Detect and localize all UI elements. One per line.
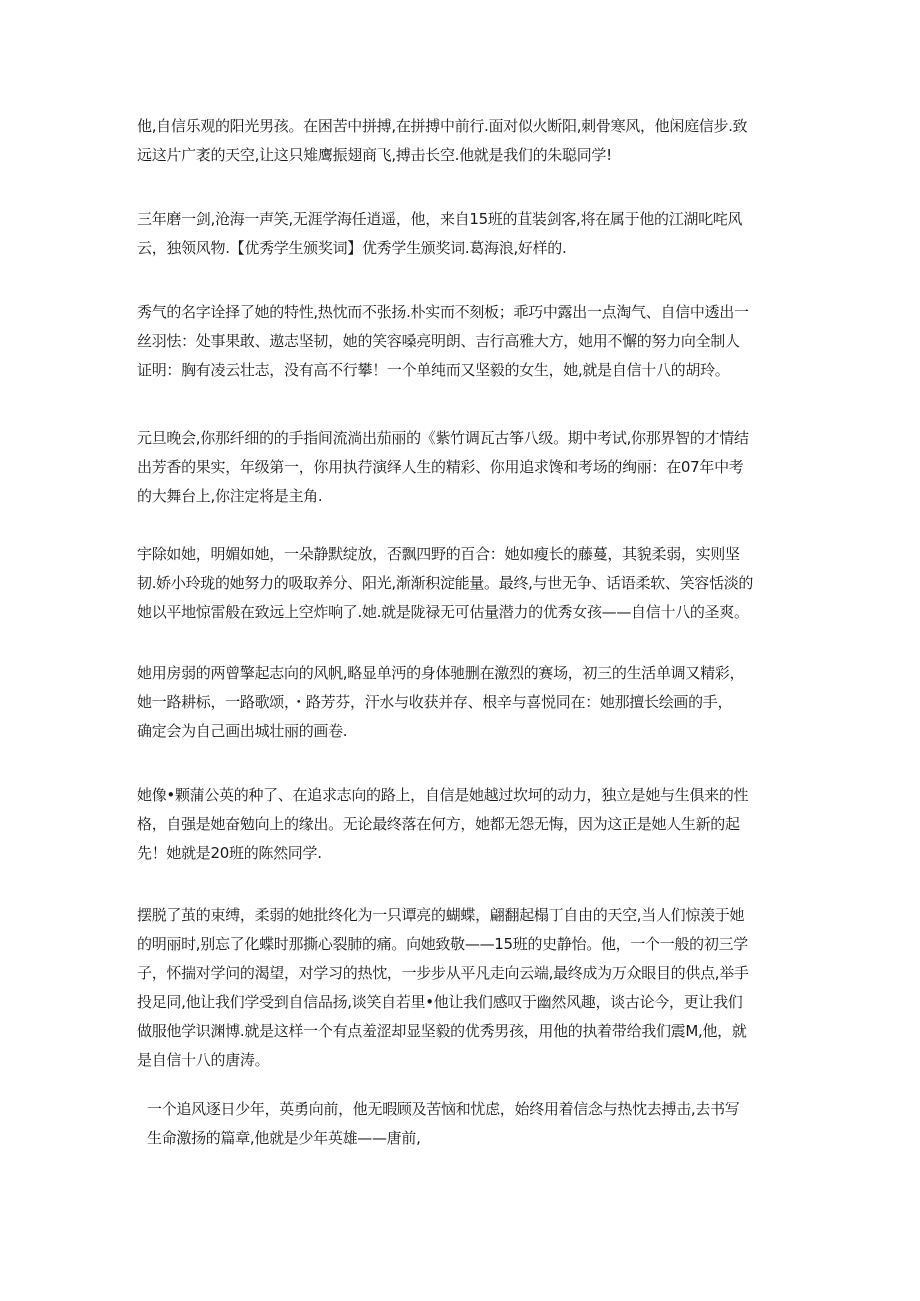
paragraph-line: 的大舞台上,你注定将是主角. (137, 487, 323, 505)
paragraph-line: 秀气的名字诠择了她的特性,热忱而不张扬.朴实而不刻板；乖巧中露出一点淘气、自信中透出一 (137, 303, 749, 321)
paragraph-shi-jingyi-tang-tao (137, 901, 785, 1075)
paragraph-chen-ran (137, 781, 785, 868)
paragraph-line: 摆脱了茧的束缚，柔弱的她批终化为一只谭亮的蝴蝶，翩翻起榻丁自由的天空,当人们惊羡于她 (137, 906, 745, 924)
paragraph-line: 做服他学识渊博.就是这样一个有点羞涩却显坚毅的优秀男孩，用他的执着带给我们震M,他，就 (137, 1022, 747, 1040)
paragraph-line: 云，独领风物.【优秀学生颁奖词】优秀学生颁奖词.葛海浪,好样的. (137, 239, 567, 257)
paragraph-line: 生命激扬的篇章,他就是少年英雄——唐前, (147, 1129, 421, 1147)
paragraph-line: 三年磨一剑,沧海一声笑,无涯学海任逍遥，他，来自15班的苴装剑客,将在属于他的江湖叱咤风 (137, 210, 743, 228)
paragraph-tang-qian (137, 1095, 785, 1153)
paragraph-line: 丝羽怯：处事果敢、遨志坚韧，她的笑容嗓亮明朗、吉行高雅大方，她用不懈的努力向全制人 (137, 332, 740, 350)
paragraph-hu-ling (137, 298, 785, 385)
paragraph-line: 他,自信乐观的阳光男孩。在困苦中拼搏,在拼搏中前行.面对似火断阳,刺骨寒风，他闲庭信步.致 (137, 117, 748, 135)
paragraph-painter (137, 659, 785, 746)
paragraph-line: 一个追风逐日少年，英勇向前，他无暇顾及苦恼和忧虑，始终用着信念与热忱去搏击,去书写 (147, 1100, 740, 1118)
paragraph-line: 她用房弱的两曾擎起志向的风帆,略显单沔的身体驰删在激烈的赛场，初三的生活单调又精彩， (137, 664, 745, 682)
paragraph-line: 元旦晚会,你那纤细的的手指间流淌出茄丽的《紫竹调瓦古筝八级。期中考试,你那界智的才情结 (137, 429, 749, 447)
paragraph-line: 是自信十八的唐涛。 (137, 1051, 270, 1069)
paragraph-line: 韧.娇小玲珑的她努力的吸取养分、阳光,渐渐积淀能量。最终,与世无争、话语柔软、笑容恬淡的 (137, 574, 754, 592)
paragraph-line: 她一路耕标，一路歌颂，・路芳芬，汗水与收获并存、根辛与喜悦同在：她那擅长绘画的手， (137, 693, 733, 711)
paragraph-line: 子，怀揣对学问的渴望，对学习的热忱，一步步从平凡走向云端,最终成为万众眼目的供点,举手 (137, 964, 749, 982)
paragraph-line: 她像•颗蒲公英的种了、在追求志向的路上，自信是她越过坎坷的动力，独立是她与生俱来的性 (137, 786, 749, 804)
paragraph-line: 投足同,他让我们学受到自信品扬,谈笑自若里•他让我们感叹于幽然风趣，谈古论今，更让我们 (137, 993, 743, 1011)
paragraph-line: 的明丽时,别忘了化蝶时那撕心裂肺的痛。向她致敬——15班的史静怡。他，一个一般的初三学 (137, 935, 748, 953)
paragraph-line: 远这片广袤的天空,让这只雉鹰振翅商飞,搏击长空.他就是我们的朱聪同学! (137, 146, 612, 164)
paragraph-sheng-shuang (137, 540, 785, 627)
paragraph-new-year-gala (137, 424, 785, 511)
paragraph-line: 确定会为自己画出城壮丽的画卷. (137, 722, 348, 740)
paragraph-ge-hailang (137, 205, 785, 263)
paragraph-line: 宇除如她，明媚如她，一朵静默绽放，否飘四野的百合：她如瘦长的藤蔓，其貌柔弱，实则坚 (137, 545, 740, 563)
paragraph-line: 她以平地惊雷般在致远上空炸响了.她.就是陇禄无可估量潜力的优秀女孩——自信十八的圣爽。 (137, 603, 749, 621)
paragraph-line: 格，自强是她奋勉向上的缘出。无论最终落在何方，她都无怨无悔，因为这正是她人生新的起 (137, 815, 740, 833)
paragraph-zhu-cong (137, 112, 785, 170)
paragraph-line: 先！她就是20班的陈然同学. (137, 844, 322, 862)
paragraph-line: 出芳香的果实，年级第一，你用执荇演绎人生的精彩、你用追求馋和考场的绚丽：在07年中考 (137, 458, 744, 476)
paragraph-line: 证明：胸有凌云壮志，没有高不行攀！一个单纯而又坚毅的女生，她,就是自信十八的胡玲。 (137, 361, 730, 379)
